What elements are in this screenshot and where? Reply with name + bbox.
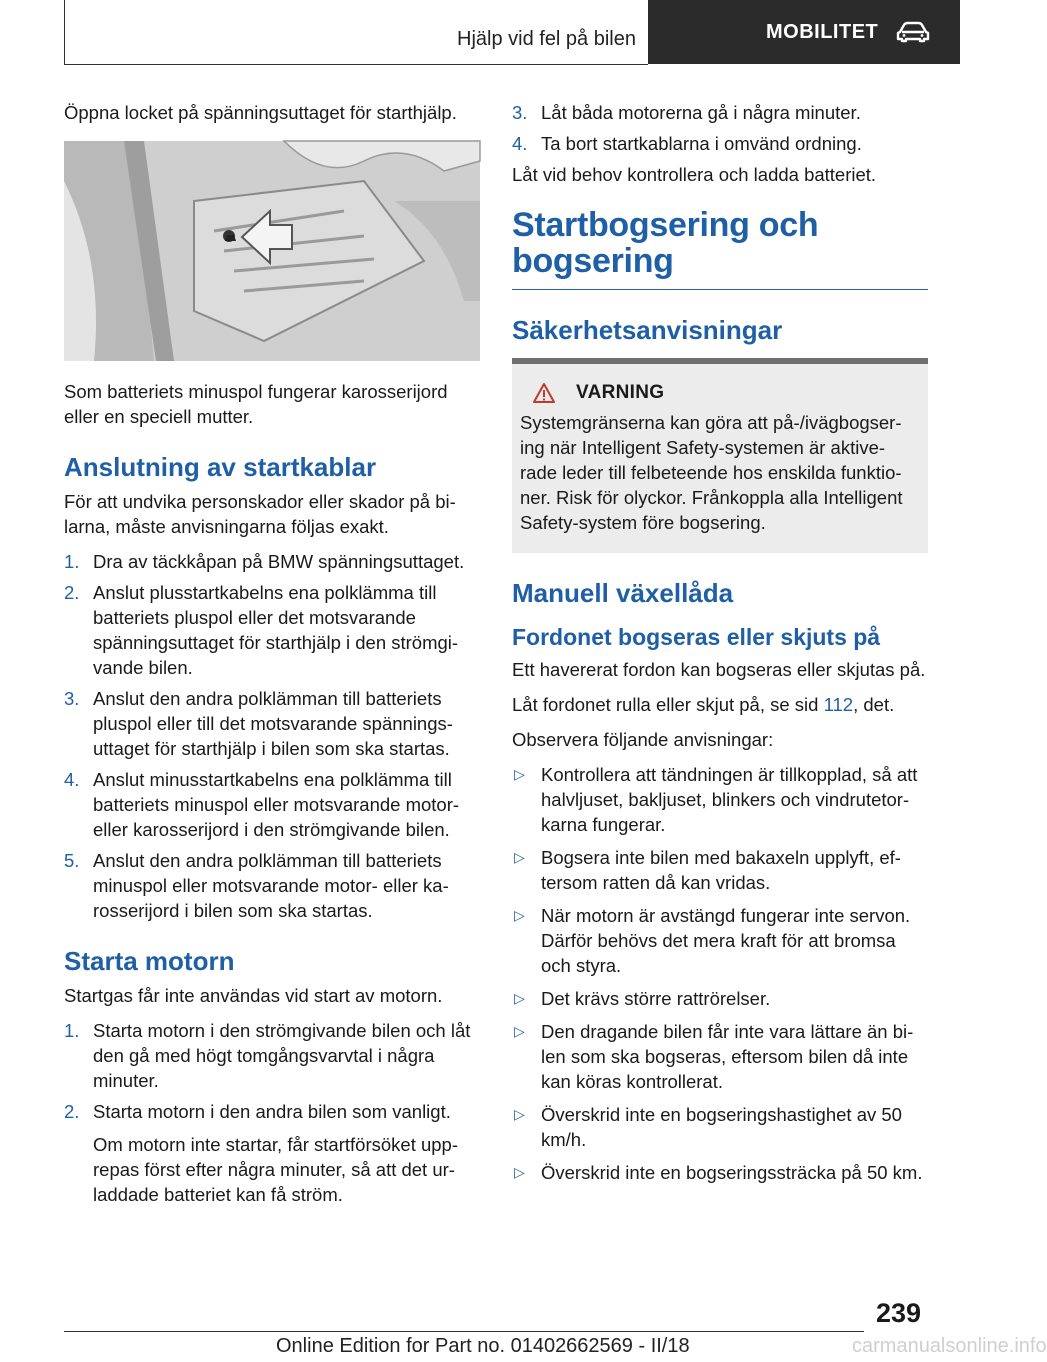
bullet-icon: ▷ bbox=[514, 849, 525, 865]
towed-reference: Låt fordonet rulla eller skjut på, se sid 112, det. bbox=[512, 694, 895, 715]
list-item: 4. Anslut minusstartkabelns ena polklämma till batteriets minuspol eller motsvarande motor- eller karosserijord i den strömgivande bilen. bbox=[64, 769, 460, 840]
bullet-icon: ▷ bbox=[514, 1106, 525, 1122]
heading-manual-gearbox: Manuell växellåda bbox=[512, 578, 734, 608]
list-item: ▷ Bogsera inte bilen med bakaxeln upplyft, ef-tersom ratten då kan vridas. bbox=[514, 847, 901, 893]
photo-caption: Som batteriets minuspol fungerar karosserijord eller en speciell mutter. bbox=[64, 381, 448, 427]
heading-connect-cables: Anslutning av startkablar bbox=[64, 452, 377, 482]
bullet-icon: ▷ bbox=[514, 907, 525, 923]
bullet-icon: ▷ bbox=[514, 990, 525, 1006]
heading-rule bbox=[512, 289, 928, 290]
footer-rule bbox=[64, 1331, 864, 1332]
page-number: 239 bbox=[876, 1298, 922, 1328]
tow-instructions bbox=[512, 762, 928, 1185]
warning-title: VARNING bbox=[576, 382, 665, 403]
section-title: Hjälp vid fel på bilen bbox=[457, 28, 636, 50]
observe-text: Observera följande anvisningar: bbox=[512, 729, 774, 750]
chapter-label: MOBILITET bbox=[766, 20, 879, 43]
left-column bbox=[64, 100, 480, 1213]
edition-text: Online Edition for Part no. 01402662569 - II/18 bbox=[276, 1335, 690, 1357]
list-item: ▷ Det krävs större rattrörelser. bbox=[514, 988, 771, 1009]
list-item: ▷ Kontrollera att tändningen är tillkopplad, så att halvljuset, bakljuset, blinkers och vindrutetor-karna fungerar. bbox=[514, 764, 918, 835]
car-icon bbox=[896, 21, 930, 43]
list-item: 1. Dra av täckkåpan på BMW spänningsuttaget. bbox=[64, 551, 465, 572]
intro-text: Öppna locket på spänningsuttaget för starthjälp. bbox=[64, 102, 457, 123]
list-item: 3. Låt båda motorerna gå i några minuter. bbox=[512, 102, 861, 123]
list-item: 4. Ta bort startkablarna i omvänd ordning. bbox=[512, 133, 862, 154]
start-steps bbox=[64, 1018, 480, 1207]
page-link[interactable]: 112 bbox=[823, 694, 854, 715]
connect-steps bbox=[64, 549, 480, 923]
heading-safety: Säkerhetsanvisningar bbox=[512, 315, 783, 345]
chapter-heading: Startbogsering och bogsering bbox=[512, 206, 819, 280]
list-item: ▷ Den dragande bilen får inte vara lättare än bi-len som ska bogseras, eftersom bilen då inte kan köras kontrollerat. bbox=[514, 1021, 914, 1092]
connect-intro: För att undvika personskador eller skador på bi-larna, måste anvisningarna följas exakt. bbox=[64, 491, 456, 537]
bullet-icon: ▷ bbox=[514, 1023, 525, 1039]
engine-bay-photo bbox=[64, 141, 480, 361]
list-item: ▷ Överskrid inte en bogseringssträcka på 50 km. bbox=[514, 1162, 923, 1183]
warning-box bbox=[512, 358, 928, 553]
list-item: 1. Starta motorn i den strömgivande bilen och låt den gå med högt tomgångsvarvtal i några minuter. bbox=[64, 1020, 471, 1091]
list-item: ▷ Överskrid inte en bogseringshastighet av 50 km/h. bbox=[514, 1104, 902, 1150]
bullet-icon: ▷ bbox=[514, 766, 525, 782]
warning-triangle-icon bbox=[532, 382, 556, 404]
list-item: 3. Anslut den andra polklämman till batteriets pluspol eller till det motsvarande spännings-uttaget för starthjälp i bilen som ska startas. bbox=[64, 688, 453, 759]
continued-steps bbox=[512, 100, 928, 156]
list-item-note: Om motorn inte startar, får startförsöket upp-repas först efter några minuter, så att det ur-laddade batteriet kan få ström. bbox=[93, 1134, 458, 1205]
list-item: 2. Starta motorn i den andra bilen som vanligt. Om motorn inte startar, får startförsöket upp-repas först efter några minuter, så att det ur-laddade batteriet kan få ström. bbox=[64, 1099, 480, 1207]
warning-text: Systemgränserna kan göra att på-/ivägbogser-ing när Intelligent Safety-systemen är aktive-rade leder till felbeteende hos enskilda funktio-ner. Risk för olyckor. Frånkoppla alla Intelligent Safety-system före bogsering. bbox=[520, 412, 903, 533]
watermark: carmanualsonline.info bbox=[852, 1335, 1047, 1357]
chapter-tab bbox=[648, 0, 960, 64]
right-column bbox=[512, 100, 928, 1193]
towed-text: Ett havererat fordon kan bogseras eller skjutas på. bbox=[512, 659, 926, 680]
heading-start-engine: Starta motorn bbox=[64, 946, 235, 976]
list-item: 5. Anslut den andra polklämman till batteriets minuspol eller motsvarande motor- eller ka-rosserijord i bilen som ska startas. bbox=[64, 850, 449, 921]
header-divider-bottom bbox=[64, 64, 648, 65]
list-item: ▷ När motorn är avstängd fungerar inte servon. Därför behövs det mera kraft för att bromsa och styra. bbox=[514, 905, 911, 976]
list-item: 2. Anslut plusstartkabelns ena polklämma till batteriets pluspol eller det motsvarande spänningsuttaget för starthjälp i den strömgi-vande bilen. bbox=[64, 582, 459, 678]
start-intro: Startgas får inte användas vid start av motorn. bbox=[64, 985, 443, 1006]
after-steps-text: Låt vid behov kontrollera och ladda batteriet. bbox=[512, 164, 877, 185]
bullet-icon: ▷ bbox=[514, 1164, 525, 1180]
heading-towed: Fordonet bogseras eller skjuts på bbox=[512, 624, 881, 650]
